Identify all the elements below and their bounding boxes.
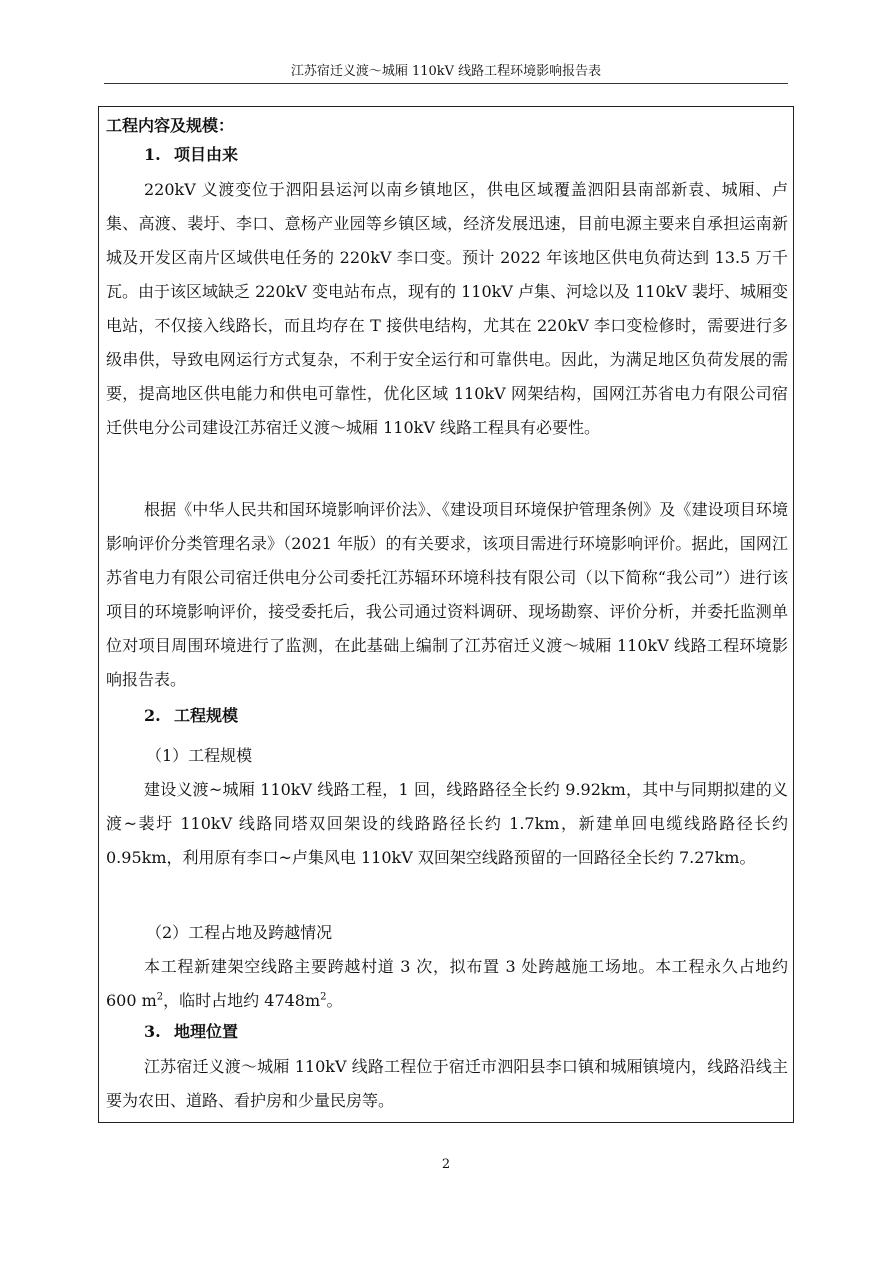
superscript-2: 2 — [156, 991, 164, 1003]
subheading-land-crossing: （2）工程占地及跨越情况 — [146, 923, 333, 942]
running-header: 江苏宿迁义渡～城厢 110kV 线路工程环境影响报告表 — [290, 64, 602, 79]
heading-text: 项目由来 — [174, 145, 239, 164]
header-rule — [104, 83, 788, 84]
superscript-2: 2 — [320, 991, 327, 1003]
paragraph-land-crossing — [106, 950, 788, 1018]
heading-location — [144, 1022, 238, 1042]
paragraph-eia-basis: 根据《中华人民共和国环境影响评价法》、《建设项目环境保护管理条例》及《建设项目环境影响评价分类管理名录》（2021 年版）的有关要求，该项目需进行环境影响评价。据此，国网江苏省电力有限公司宿迁供电分公司委托江苏辐环环境科技有限公司（以下简称“我公司”）进行该项目的环境影响评价，接受委托后，我公司通过资料调研、现场勘察、评价分析，并委托监测单位对项目周围环境进行了监测，在此基础上编制了江苏宿迁义渡～城厢 110kV 线路工程环境影响报告表。 — [106, 500, 788, 689]
land-text-c: 。 — [326, 991, 343, 1010]
heading-project-scale — [144, 706, 238, 726]
heading-number: 2. — [144, 706, 161, 725]
heading-number: 3. — [144, 1022, 161, 1041]
paragraph-location: 江苏宿迁义渡～城厢 110kV 线路工程位于宿迁市泗阳县李口镇和城厢镇境内，线路沿线主要为农田、道路、看护房和少量民房等。 — [106, 1057, 788, 1110]
page-number: 2 — [441, 1157, 451, 1172]
heading-text: 地理位置 — [174, 1022, 239, 1041]
subheading-scale: （1）工程规模 — [146, 746, 253, 765]
land-text-b: ，临时占地约 4748m — [163, 991, 321, 1010]
section-title: 工程内容及规模： — [106, 116, 235, 135]
land-text-a: 本工程新建架空线路主要跨越村道 3 次，拟布置 3 处跨越施工场地。本工程永久占地约 600 m — [106, 957, 788, 1010]
heading-project-origin — [144, 145, 238, 165]
heading-number: 1. — [144, 145, 161, 164]
heading-text: 工程规模 — [174, 706, 239, 725]
paragraph-scale-detail: 建设义渡~城厢 110kV 线路工程，1 回，线路路径全长约 9.92km，其中与同期拟建的义渡~裴圩 110kV 线路同塔双回架设的线路路径长约 1.7km，新建单回电缆线路路径长约 0.95km，利用原有李口~卢集风电 110kV 双回架空线路预留的一回路径全长约 7.27km。 — [106, 780, 788, 867]
paragraph-origin-background: 220kV 义渡变位于泗阳县运河以南乡镇地区，供电区域覆盖泗阳县南部新袁、城厢、卢集、高渡、裴圩、李口、意杨产业园等乡镇区域，经济发展迅速，目前电源主要来自承担运南新城及开发区南片区域供电任务的 220kV 李口变。预计 2022 年该地区供电负荷达到 13.5 万千瓦。由于该区域缺乏 220kV 变电站布点，现有的 110kV 卢集、河埝以及 110kV 裴圩、城厢变电站，不仅接入线路长，而且均存在 T 接供电结构，尤其在 220kV 李口变检修时，需要进行多级串供，导致电网运行方式复杂，不利于安全运行和可靠供电。因此，为满足地区负荷发展的需要，提高地区供电能力和供电可靠性，优化区域 110kV 网架结构，国网江苏省电力有限公司宿迁供电分公司建设江苏宿迁义渡～城厢 110kV 线路工程具有必要性。 — [106, 180, 788, 437]
